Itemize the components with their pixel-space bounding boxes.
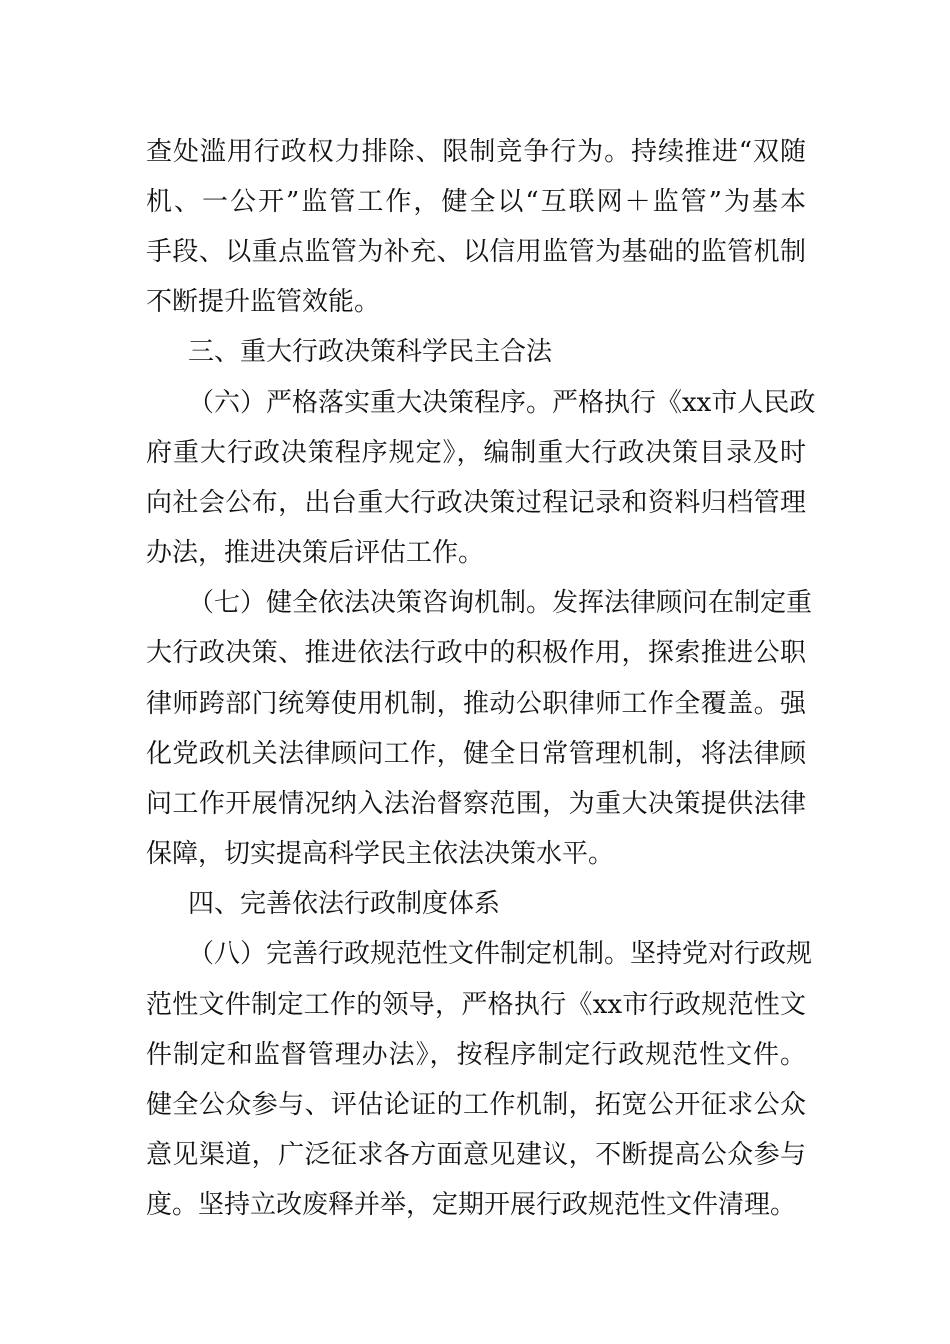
paragraph-line: 问工作开展情况纳入法治督察范围，为重大决策提供法律 [146,789,806,819]
paragraph-line: 件制定和监督管理办法》，按程序制定行政规范性文件。 [146,1040,806,1070]
section-heading: 四、完善依法行政制度体系 [188,889,501,919]
paragraph-line: 向社会公布，出台重大行政决策过程记录和资料归档管理 [146,488,806,518]
paragraph-line: 办法，推进决策后评估工作。 [146,538,485,568]
paragraph-line: 意见渠道，广泛征求各方面意见建议，不断提高公众参与 [146,1140,806,1170]
section-heading: 三、重大行政决策科学民主合法 [188,337,553,367]
paragraph-line: （六）严格落实重大决策程序。严格执行《xx市人民政 [188,388,816,418]
paragraph-line: 化党政机关法律顾问工作，健全日常管理机制，将法律顾 [146,739,806,769]
paragraph-line: 保障，切实提高科学民主依法决策水平。 [146,839,615,869]
paragraph-line: 不断提升监管效能。 [146,287,381,317]
paragraph-line: 手段、以重点监管为补充、以信用监管为基础的监管机制 [146,237,806,267]
paragraph-line: 查处滥用行政权力排除、限制竞争行为。持续推进“双随 [146,137,806,167]
paragraph-line: 大行政决策、推进依法行政中的积极作用，探索推进公职 [146,638,806,668]
paragraph-line: 度。坚持立改废释并举，定期开展行政规范性文件清理。 [146,1190,797,1220]
paragraph-line: 府重大行政决策程序规定》，编制重大行政决策目录及时 [146,438,806,468]
paragraph-line: 健全公众参与、评估论证的工作机制，拓宽公开征求公众 [146,1090,806,1120]
paragraph-line: 机、一公开”监管工作，健全以“互联网＋监管”为基本 [146,187,806,217]
paragraph-line: （七）健全依法决策咨询机制。发挥法律顾问在制定重 [188,588,813,618]
paragraph-line: 范性文件制定工作的领导，严格执行《xx市行政规范性文 [146,990,806,1020]
paragraph-line: 律师跨部门统筹使用机制，推动公职律师工作全覆盖。强 [146,689,806,719]
paragraph-line: （八）完善行政规范性文件制定机制。坚持党对行政规 [188,939,813,969]
